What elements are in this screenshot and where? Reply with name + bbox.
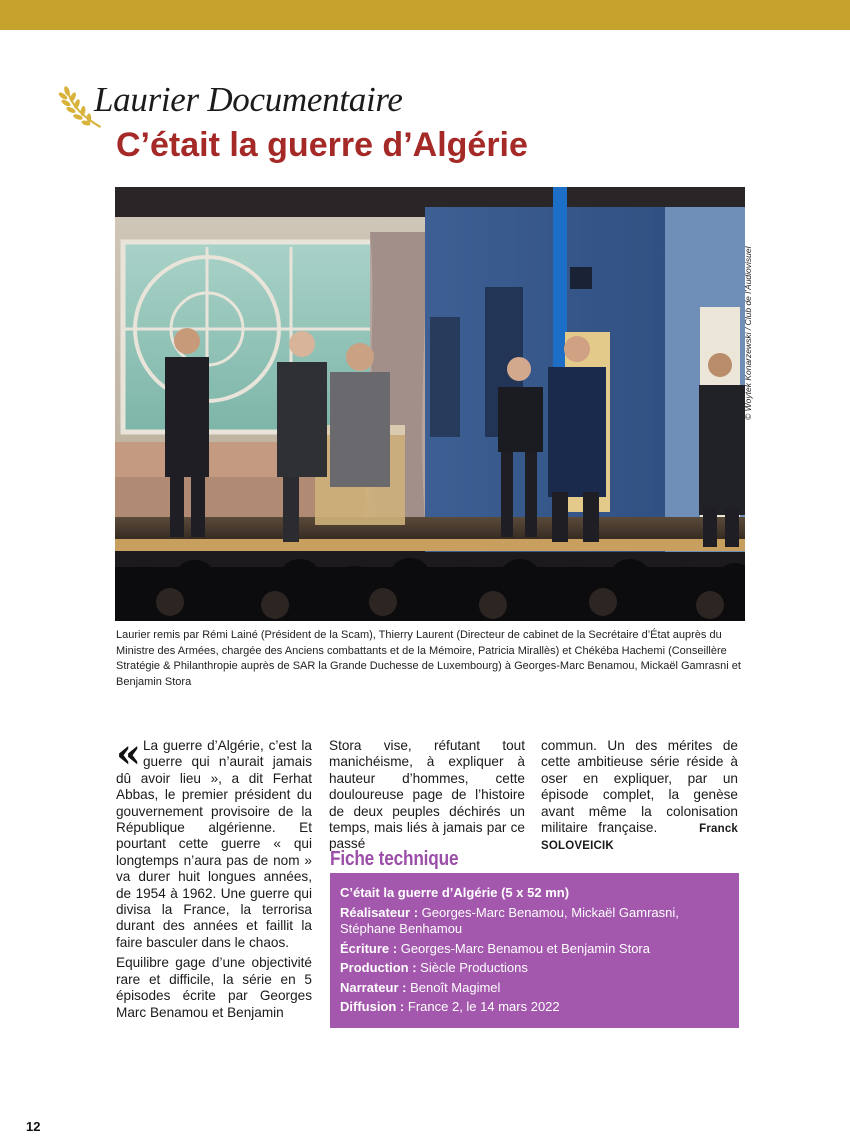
article-column-1: [116, 730, 312, 1025]
fiche-narrateur: Narrateur : Benoît Magimel: [340, 979, 501, 995]
article-text: commun. Un des mérites de cette ambitieuse série réside à oser en expliquer, par un épisode complet, la genèse avant même la colonisation militaire française.: [541, 738, 738, 836]
article-title: C’était la guerre d’Algérie: [116, 126, 528, 164]
photo-caption: Laurier remis par Rémi Lainé (Président de la Scam), Thierry Laurent (Directeur de cabinet de la Secrétaire d’État auprès du Ministre des Armées, chargée des Anciens combattants et de la Mémoire, Patricia Mirallès) et Chékéba Hachemi (Conseillère Stratégie & Philanthropie auprès de SAR la Grande Duchesse de Luxembourg) à Georges-Marc Benamou, Mickaël Gamrasni et Benjamin Stora: [116, 629, 741, 688]
fiche-production: Production : Siècle Productions: [340, 960, 528, 975]
article-column-2: [329, 738, 525, 857]
article-column-3: [541, 738, 738, 859]
fiche-heading: Fiche technique: [330, 848, 459, 870]
quote-mark: «: [116, 730, 141, 777]
section-label: Laurier Documentaire: [94, 80, 403, 119]
article-text: La guerre d’Algérie, c’est la guerre qui n’aurait jamais dû avoir lieu », a dit Ferhat Abbas, le premier président du gouvernement provisoire de la République algérienne. Et pourtant cette guerre « qui longtemps n’aura pas de nom » va durer huit longues années, de 1954 à 1962. Une guerre qui divisa la France, la terrorisa durant des années et faillit la faire basculer dans le chaos.: [116, 738, 312, 950]
fiche-diffusion: Diffusion : France 2, le 14 mars 2022: [340, 999, 560, 1014]
top-color-bar: [0, 0, 850, 30]
page-number: 12: [26, 1119, 41, 1134]
photo-credit: © Woytek Konarzewski / Club de l’Audiovisuel: [743, 246, 753, 420]
article-paragraph: Equilibre gage d’une objectivité rare et difficile, la série en 5 épisodes écrite par Georges Marc Benamou et Benjamin: [116, 955, 312, 1020]
ceremony-photo: [115, 187, 745, 621]
article-paragraph: Stora vise, réfutant tout manichéisme, à expliquer à hauteur d’hommes, cette douloureuse page de l’histoire de deux peuples déchirés un temps, mais liés à jamais par ce passé: [329, 738, 525, 852]
article-paragraph: [116, 730, 312, 951]
article-author: Franck SOLOVEICIK: [541, 823, 739, 853]
fiche-ecriture: Écriture : Georges-Marc Benamou et Benjamin Stora: [340, 940, 650, 956]
article-paragraph: [541, 738, 738, 855]
fiche-box: [330, 873, 739, 1028]
fiche-realisateur: Réalisateur : Georges-Marc Benamou, Mickaël Gamrasni, Stéphane Benhamou: [340, 905, 679, 936]
fiche-work: C’était la guerre d’Algérie (5 x 52 mn): [340, 885, 570, 900]
